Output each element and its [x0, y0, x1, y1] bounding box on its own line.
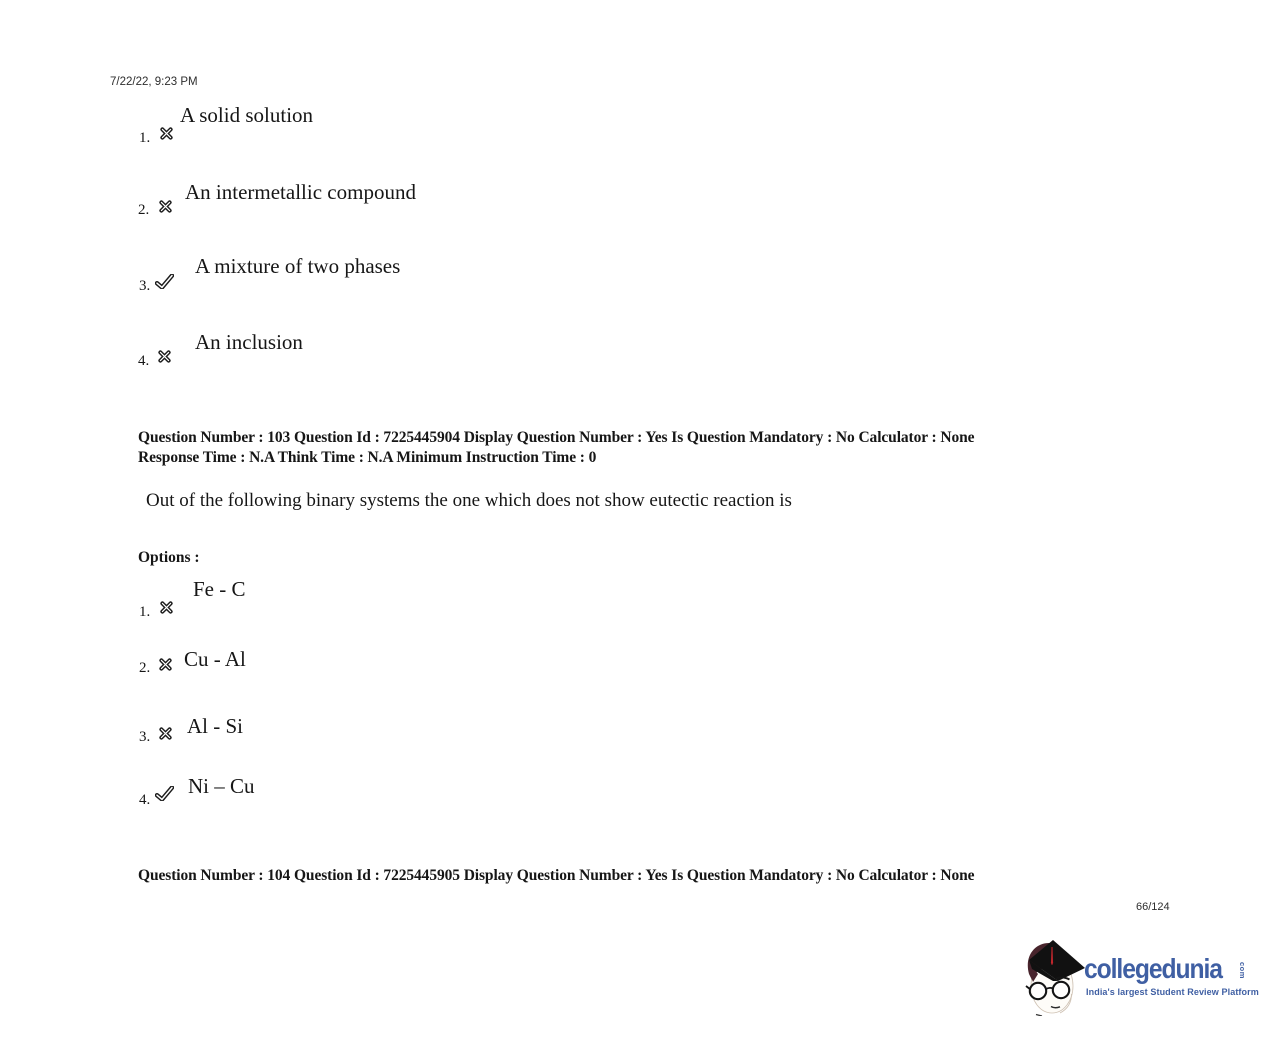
correct-icon: [155, 274, 174, 289]
question-meta-line: Question Number : 103 Question Id : 7225445904 Display Question Number : Yes Is Question Mandatory : No Calculator : None: [138, 429, 975, 446]
page-indicator: 66/124: [1136, 901, 1170, 913]
correct-icon: [155, 786, 174, 801]
option-number: 3.: [139, 729, 151, 745]
wrong-icon: [158, 350, 171, 363]
print-timestamp: 7/22/22, 9:23 PM: [110, 76, 198, 88]
option-label: Al - Si: [187, 714, 244, 738]
wrong-icon: [160, 601, 173, 614]
question-meta-line: Question Number : 104 Question Id : 7225445905 Display Question Number : Yes Is Question Mandatory : No Calculator : None: [138, 867, 975, 884]
option-number: 4.: [138, 353, 150, 369]
option-number: 4.: [139, 792, 151, 808]
option-number: 2.: [138, 202, 150, 218]
question-text: Out of the following binary systems the one which does not show eutectic reaction is: [146, 490, 792, 511]
option-label: Ni – Cu: [188, 774, 255, 798]
wrong-icon: [160, 127, 173, 140]
option-label: An intermetallic compound: [185, 180, 416, 204]
option-number: 1.: [139, 130, 151, 146]
option-label: A solid solution: [180, 103, 314, 127]
question-meta-line: Response Time : N.A Think Time : N.A Minimum Instruction Time : 0: [138, 449, 597, 466]
option-label: An inclusion: [195, 330, 303, 354]
option-label: A mixture of two phases: [195, 254, 401, 278]
option-label: Cu - Al: [184, 647, 246, 671]
option-number: 2.: [139, 660, 151, 676]
wrong-icon: [159, 658, 172, 671]
option-number: 3.: [139, 278, 151, 294]
option-number: 1.: [139, 604, 151, 620]
brand-suffix: com: [1238, 962, 1247, 979]
wrong-icon: [159, 200, 172, 213]
brand-wordmark: collegedunia: [1084, 953, 1222, 984]
option-label: Fe - C: [193, 577, 246, 601]
brand-tagline: India's largest Student Review Platform: [1086, 987, 1259, 998]
wrong-icon: [159, 727, 172, 740]
mascot-icon: [1025, 938, 1085, 1021]
options-heading: Options :: [138, 549, 200, 566]
